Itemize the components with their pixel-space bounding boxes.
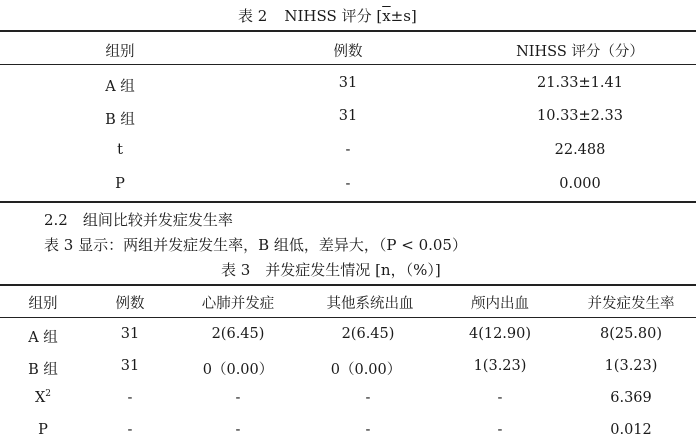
table2-cell: 10.33±2.33 bbox=[537, 108, 623, 124]
table3-cell: P bbox=[38, 422, 48, 438]
table3-cell: 31 bbox=[120, 358, 140, 374]
table3-cell: 4(12.90) bbox=[468, 326, 532, 342]
table2-caption-suffix: ±s] bbox=[390, 7, 417, 25]
table3-header-cell: 其他系统出血 bbox=[326, 296, 414, 312]
table2-top-rule bbox=[0, 30, 696, 32]
section-heading: 2.2 组间比较并发症发生率 bbox=[44, 211, 233, 229]
table2-header-group: 组别 bbox=[105, 44, 135, 60]
table3-header-rule bbox=[0, 317, 696, 318]
table2-cell: - bbox=[345, 142, 351, 158]
table3-top-rule bbox=[0, 284, 696, 286]
table2-cell: 31 bbox=[338, 75, 358, 91]
table3-cell: - bbox=[365, 390, 371, 406]
table2-caption-prefix: 表 2 bbox=[238, 7, 268, 25]
table3-cell: 6.369 bbox=[610, 390, 652, 406]
table3-header-cell: 并发症发生率 bbox=[587, 296, 675, 312]
table2-cell: 22.488 bbox=[554, 142, 606, 158]
table3-chi-sup: 2 bbox=[45, 389, 52, 399]
table2-cell: 31 bbox=[338, 108, 358, 124]
table2-caption-xbar: $\overline{x}$ bbox=[382, 7, 391, 25]
table2-header-score: NIHSS 评分（分） bbox=[516, 44, 644, 60]
table3-cell: A 组 bbox=[28, 330, 58, 346]
table2-cell: P bbox=[115, 176, 125, 192]
table3-cell: 31 bbox=[120, 326, 140, 342]
table3-cell: 0.012 bbox=[610, 422, 652, 438]
table3-chi-base: X bbox=[34, 389, 46, 406]
table3-caption: 表 3 并发症发生情况 [n，（%）] bbox=[221, 261, 441, 279]
table3-chi-label bbox=[35, 389, 51, 406]
table3-cell: - bbox=[235, 422, 241, 438]
table2-cell: t bbox=[117, 142, 123, 158]
table2-cell: B 组 bbox=[105, 112, 135, 128]
table3-cell: 2(6.45) bbox=[211, 326, 265, 342]
table2-cell: A 组 bbox=[105, 79, 135, 95]
table2-bottom-rule bbox=[0, 201, 696, 203]
table3-cell: - bbox=[127, 390, 133, 406]
section-paragraph: 表 3 显示：两组并发症发生率，B 组低，差异大，（P < 0.05） bbox=[44, 236, 467, 254]
table3-cell: 1(3.23) bbox=[473, 358, 527, 374]
table3-header-cell: 颅内出血 bbox=[471, 296, 529, 312]
table3-cell: - bbox=[497, 390, 503, 406]
table2-header-count: 例数 bbox=[333, 44, 363, 60]
table3-cell: 0（0.00） bbox=[330, 362, 402, 378]
table2-cell: - bbox=[345, 176, 351, 192]
table3-header-cell: 心肺并发症 bbox=[201, 296, 275, 312]
table3-cell: - bbox=[497, 422, 503, 438]
table2-caption bbox=[238, 5, 417, 26]
table3-header-cell: 例数 bbox=[115, 296, 145, 312]
table3-cell: - bbox=[235, 390, 241, 406]
table3-cell: B 组 bbox=[28, 362, 58, 378]
table2-header-rule bbox=[0, 64, 696, 65]
table3-cell: - bbox=[127, 422, 133, 438]
table3-cell: - bbox=[365, 422, 371, 438]
table3-cell: 2(6.45) bbox=[341, 326, 395, 342]
table3-header-cell: 组别 bbox=[28, 296, 58, 312]
table3-cell: 8(25.80) bbox=[599, 326, 663, 342]
table3-cell: 1(3.23) bbox=[604, 358, 658, 374]
table3-cell: 0（0.00） bbox=[202, 362, 274, 378]
table2-caption-title: NIHSS 评分 [ bbox=[284, 7, 383, 25]
table2-cell: 21.33±1.41 bbox=[537, 75, 623, 91]
table2-cell: 0.000 bbox=[559, 176, 601, 192]
